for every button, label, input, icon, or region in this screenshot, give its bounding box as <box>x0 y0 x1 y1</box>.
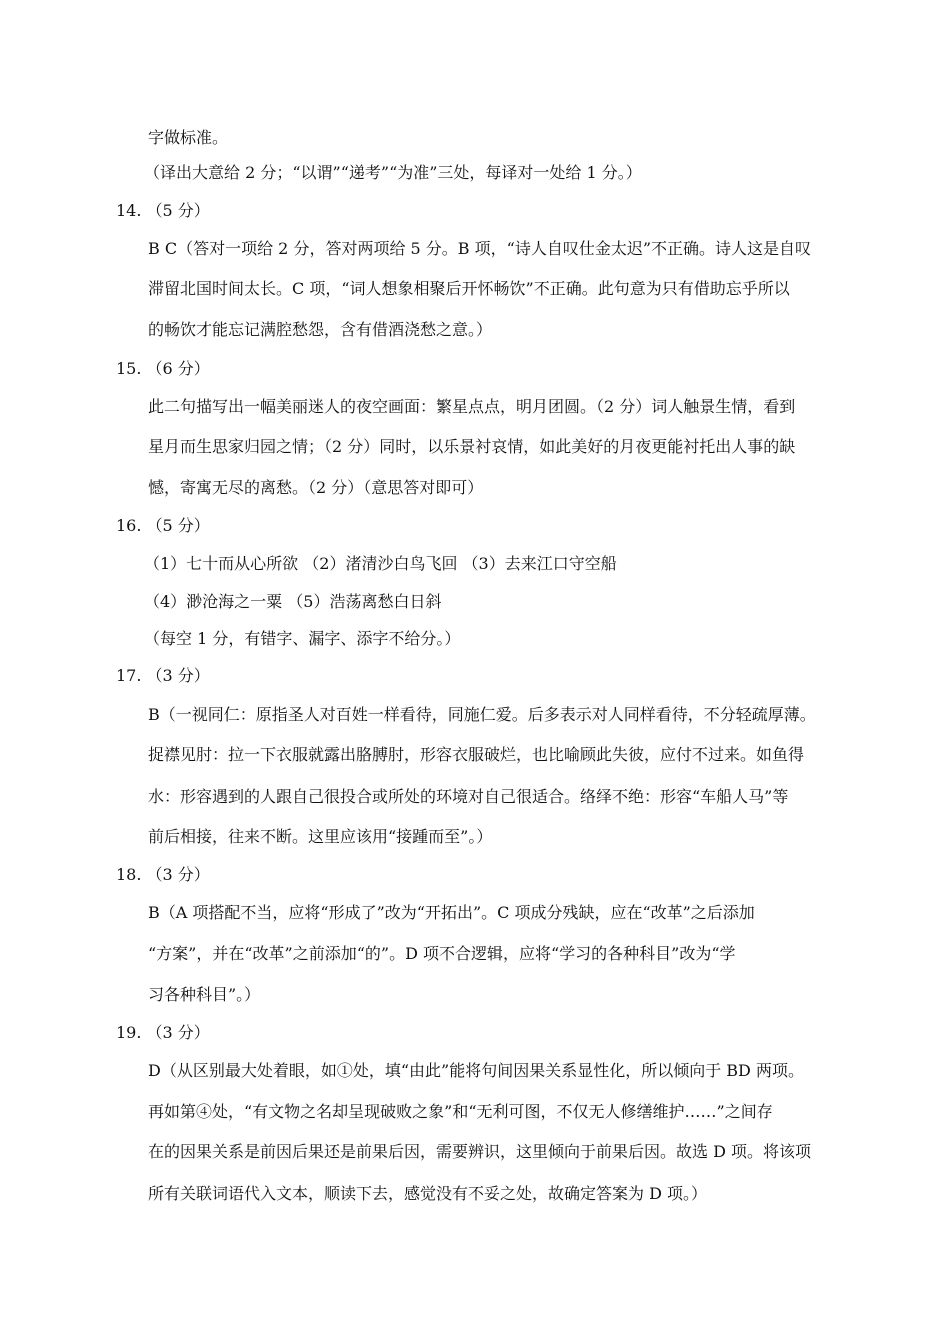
answer-text-line: 所有关联词语代入文本，顺读下去，感觉没有不妥之处，故确定答案为 D 项。） <box>148 1184 708 1203</box>
answer-text-line: 水：形容遇到的人跟自己很投合或所处的环境对自己很适合。络绎不绝：形容“车船人马”等 <box>148 787 789 806</box>
question-number-16: 16. （5 分） <box>116 516 210 535</box>
answer-text-line: B（一视同仁：原指圣人对百姓一样看待，同施仁爱。后多表示对人同样看待，不分轻疏厚薄。 <box>148 705 816 724</box>
answer-text-line: 捉襟见肘：拉一下衣服就露出胳膊肘，形容衣服破烂，也比喻顾此失彼，应付不过来。如鱼得 <box>148 745 805 764</box>
answer-text-line: “方案”，并在“改革”之前添加“的”。D 项不合逻辑，应将“学习的各种科目”改为“学 <box>148 944 736 963</box>
question-number-17: 17. （3 分） <box>116 666 210 685</box>
answer-text-line: 星月而生思家归园之情；（2 分）同时，以乐景衬哀情，如此美好的月夜更能衬托出人事的缺 <box>148 437 796 456</box>
scoring-note-line: （每空 1 分，有错字、漏字、添字不给分。） <box>144 629 461 648</box>
answer-text-line: 前后相接，往来不断。这里应该用“接踵而至”。） <box>148 827 493 846</box>
scoring-note-line: （译出大意给 2 分；“以谓”“递考”“为准”三处，每译对一处给 1 分。） <box>144 163 642 182</box>
answer-text-line: （1）七十而从心所欲 （2）渚清沙白鸟飞回 （3）去来江口守空船 <box>144 554 617 573</box>
answer-text-line: 字做标准。 <box>148 128 229 147</box>
answer-text-line: 习各种科目”。） <box>148 985 261 1004</box>
answer-text-line: 此二句描写出一幅美丽迷人的夜空画面：繁星点点，明月团圆。（2 分）词人触景生情，看到 <box>148 397 796 416</box>
answer-text-line: B C（答对一项给 2 分，答对两项给 5 分。B 项，“诗人自叹仕金太迟”不正确。诗人这是自叹 <box>148 239 811 258</box>
question-number-14: 14. （5 分） <box>116 201 210 220</box>
question-number-18: 18. （3 分） <box>116 865 210 884</box>
answer-text-line: （4）渺沧海之一粟 （5）浩荡离愁白日斜 <box>144 592 442 611</box>
question-number-19: 19. （3 分） <box>116 1023 210 1042</box>
answer-text-line: 憾，寄寓无尽的离愁。（2 分）（意思答对即可） <box>148 478 484 497</box>
answer-text-line: B（A 项搭配不当，应将“形成了”改为“开拓出”。C 项成分残缺，应在“改革”之后添加 <box>148 903 755 922</box>
answer-text-line: 再如第④处，“有文物之名却呈现破败之象”和“无利可图，不仅无人修缮维护……”之间存 <box>148 1102 773 1121</box>
answer-text-line: 的畅饮才能忘记满腔愁怨，含有借酒浇愁之意。） <box>148 320 493 339</box>
answer-text-line: 滞留北国时间太长。C 项，“词人想象相聚后开怀畅饮”不正确。此句意为只有借助忘乎所以 <box>148 279 790 298</box>
question-number-15: 15. （6 分） <box>116 359 210 378</box>
answer-text-line: 在的因果关系是前因后果还是前果后因，需要辨识，这里倾向于前果后因。故选 D 项。将该项 <box>148 1142 812 1161</box>
answer-text-line: D（从区别最大处着眼，如①处，填“由此”能将句间因果关系显性化，所以倾向于 BD 两项。 <box>148 1061 804 1080</box>
